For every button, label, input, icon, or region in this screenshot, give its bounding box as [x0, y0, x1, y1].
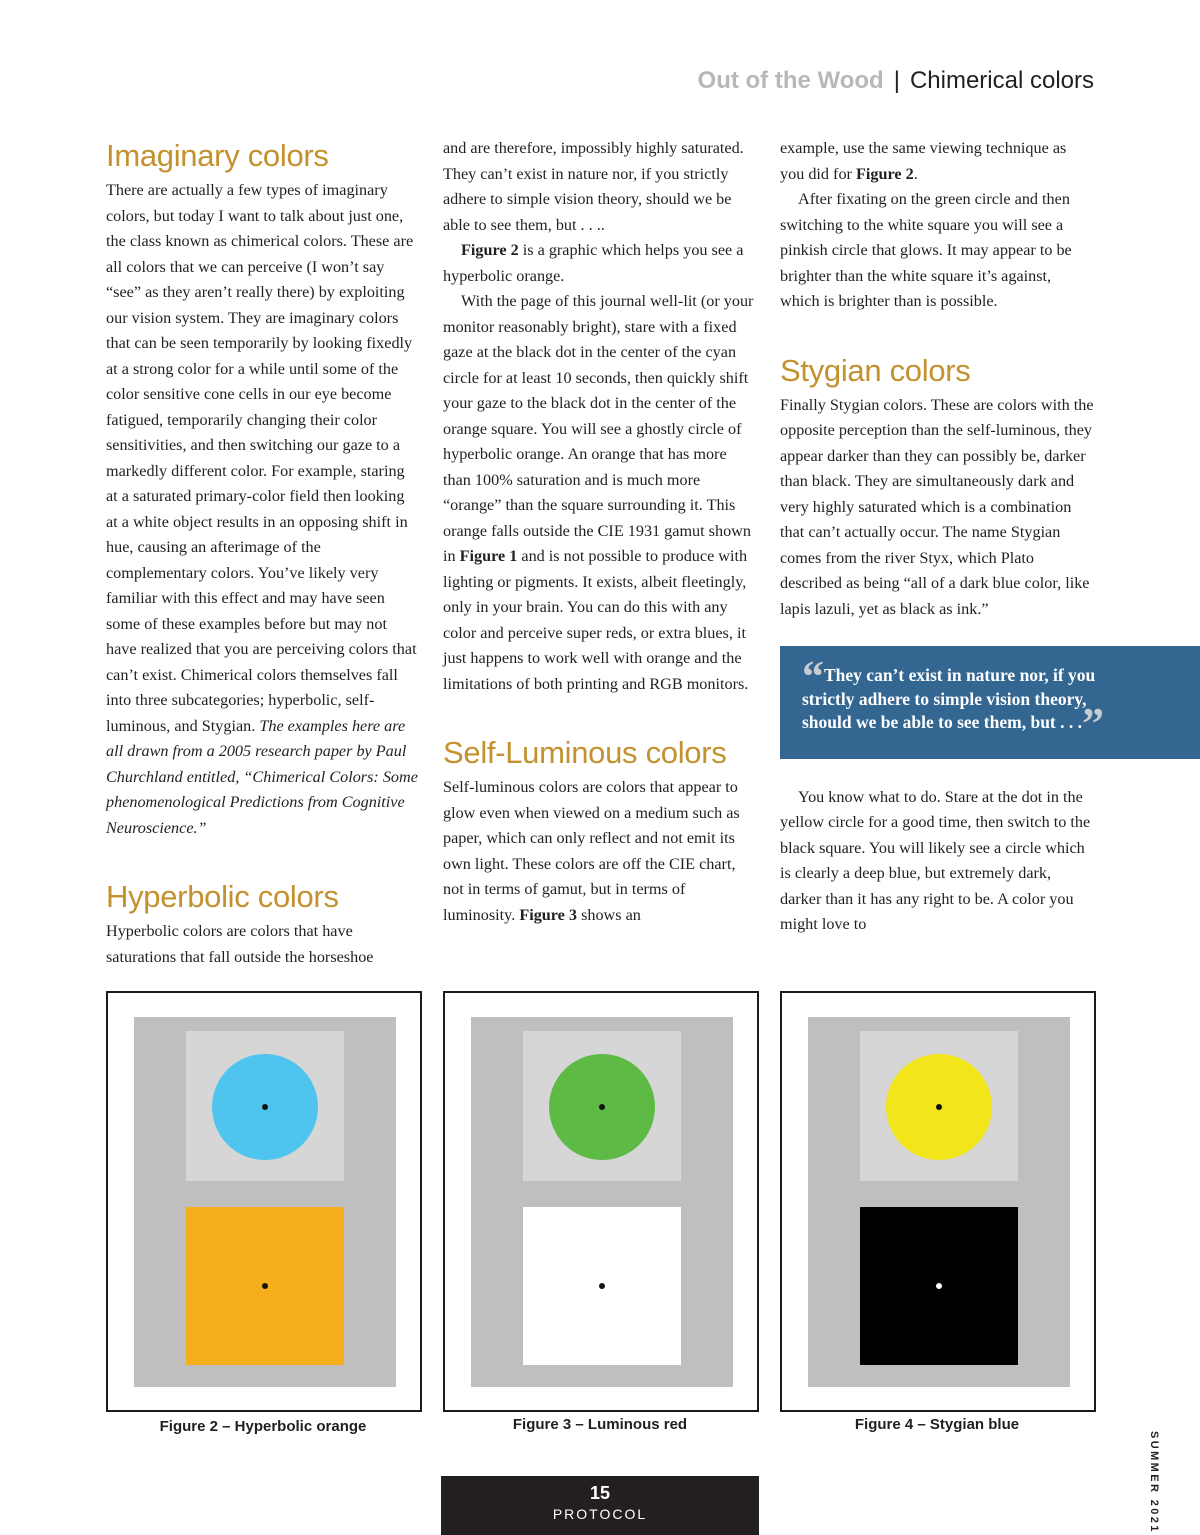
figure-3-caption: Figure 3 – Luminous red	[512, 1416, 688, 1433]
fixation-dot	[262, 1283, 268, 1289]
paragraph-stare-instructions: With the page of this journal well-lit (or your monitor reasonably bright), stare with a fixed gaze at the black dot in the center of the cyan circle for at least 10 seconds, then quickly shift your gaze to the black dot in the center of the orange square. You will see a ghostly circle of hyperbolic orange. An orange that has more than 100% saturation and is much more “orange” than the square surrounding it. This orange falls outside the CIE 1931 gamut shown in Figure 1 and is not possible to produce with lighting or pigments. It exists, albeit fleetingly, only in your brain. You can do this with any color and perceive super reds, or extra blues, it just happens to work well with orange and the limitations of both printing and RGB monitors.	[443, 292, 754, 693]
upper-square	[860, 1031, 1018, 1181]
header-section: Out of the Wood	[697, 67, 884, 94]
yellow-circle	[886, 1054, 992, 1160]
orange-square	[186, 1207, 344, 1365]
pull-quote	[780, 646, 1200, 759]
black-square	[860, 1207, 1018, 1365]
upper-square	[523, 1031, 681, 1181]
paragraph-self-luminous: Self-luminous colors are colors that appear to glow even when viewed on a medium such as paper, which can only reflect and not emit its own light. These colors are off the CIE chart, not in terms of gamut, but in terms of luminosity. Figure 3 shows an	[443, 778, 740, 924]
figure-1-reference: Figure 1	[459, 547, 518, 565]
paragraph-figure2-intro: Figure 2 is a graphic which helps you see a hyperbolic orange.	[443, 241, 744, 285]
green-circle	[549, 1054, 655, 1160]
column-1	[106, 136, 420, 970]
figure-2-hyperbolic-orange	[106, 991, 422, 1412]
figure-3-luminous-red	[443, 991, 759, 1412]
heading-self-luminous-colors: Self-Luminous colors	[443, 735, 727, 770]
paragraph-after-fixating: After fixating on the green circle and then switching to the white square you will see a pinkish circle that glows. It may appear to be brighter than the white square it’s against, which is brighter than is possible.	[780, 190, 1072, 310]
open-quote-icon: “	[802, 652, 824, 701]
figure-3-reference: Figure 3	[519, 905, 578, 924]
white-square	[523, 1207, 681, 1365]
paragraph-stygian: Finally Stygian colors. These are colors with the opposite perception than the self-luminous, they appear darker than they can possibly be, darker than black. They are simultaneously dark and very highly saturated which is a combination that can’t actually occur. The name Stygian comes from the river Styx, which Plato described as being “all of a dark blue color, like lapis lazuli, yet as black as ink.”	[780, 395, 1094, 618]
fixation-dot	[936, 1283, 942, 1289]
figure-2-reference-2: Figure 2	[855, 164, 914, 183]
figure-panel	[471, 1017, 733, 1387]
fixation-dot	[936, 1104, 942, 1110]
issue-label: SUMMER 2021	[1148, 1431, 1160, 1534]
column-3	[780, 136, 1105, 938]
heading-imaginary-colors: Imaginary colors	[106, 138, 329, 173]
paragraph-self-luminous-cont: example, use the same viewing technique as you did for Figure 2.	[780, 139, 1067, 183]
publication-name: PROTOCOL	[552, 1506, 648, 1522]
cyan-circle	[212, 1054, 318, 1160]
fixation-dot	[599, 1104, 605, 1110]
figure-2-caption: Figure 2 – Hyperbolic orange	[159, 1418, 367, 1435]
paragraph-hyperbolic: Hyperbolic colors are colors that have saturations that fall outside the horseshoe	[106, 922, 374, 966]
paragraph-stygian-instructions: You know what to do. Stare at the dot in the yellow circle for a good time, then switch to the black square. You will likely see a circle which is clearly a deep blue, but extremely dark, darker than it has any right to be. A color you might love to	[780, 787, 1091, 933]
header-topic: Chimerical colors	[909, 67, 1094, 94]
heading-stygian-colors: Stygian colors	[780, 352, 971, 388]
running-header	[698, 64, 1094, 98]
figure-panel	[134, 1017, 396, 1387]
paragraph-imaginary: There are actually a few types of imaginary colors, but today I want to talk about just one, the class known as chimerical colors. These are all colors that we can perceive (I won’t say “see” as they aren’t really there) by exploiting our vision system. They are imaginary colors that can be seen temporarily by looking fixedly at a strong color for a while until some of the color sensitive cone cells in our eye become fatigued, temporarily changing their color sensitivities, and then switching our gaze to a markedly different color. For example, staring at a saturated primary-color field then looking at a white object results in an opposing shift in hue, causing an afterimage of the complementary colors. You’ve likely very familiar with this effect and may have seen some of these examples before but may not have realized that you are perceiving colors that can’t exist. Chimerical colors themselves fall into three subcategories; hyperbolic, self-luminous, and Stygian. The examples here are all drawn from a 2005 research paper by Paul Churchland entitled, “Chimerical Colors: Some phenomenological Predictions from Cognitive Neuroscience.”	[106, 181, 418, 837]
header-separator: |	[893, 67, 900, 94]
paragraph-imaginary-citation: The examples here are all drawn from a 2005 research paper by Paul Churchland entitled, “Chimerical Colors: Some phenomenological Predictions from Cognitive Neuroscience.”	[106, 716, 418, 837]
figure-2-reference: Figure 2	[461, 241, 519, 259]
upper-square	[186, 1031, 344, 1181]
pull-quote-text: They can’t exist in nature nor, if you strictly adhere to simple vision theory, should we be able to see them, but . . .	[802, 665, 1096, 732]
heading-hyperbolic-colors: Hyperbolic colors	[106, 879, 339, 914]
figure-panel	[808, 1017, 1070, 1387]
page-footer	[441, 1476, 759, 1535]
page-number: 15	[589, 1483, 611, 1503]
paragraph-hyperbolic-cont: and are therefore, impossibly highly saturated. They can’t exist in nature nor, if you strictly adhere to simple vision theory, should we be able to see them, but . . ..	[443, 139, 744, 234]
fixation-dot	[599, 1283, 605, 1289]
column-2	[443, 136, 757, 928]
close-quote-icon: ”	[1082, 699, 1105, 748]
figure-4-caption: Figure 4 – Stygian blue	[854, 1416, 1020, 1433]
figure-4-stygian-blue	[780, 991, 1096, 1412]
fixation-dot	[262, 1104, 268, 1110]
